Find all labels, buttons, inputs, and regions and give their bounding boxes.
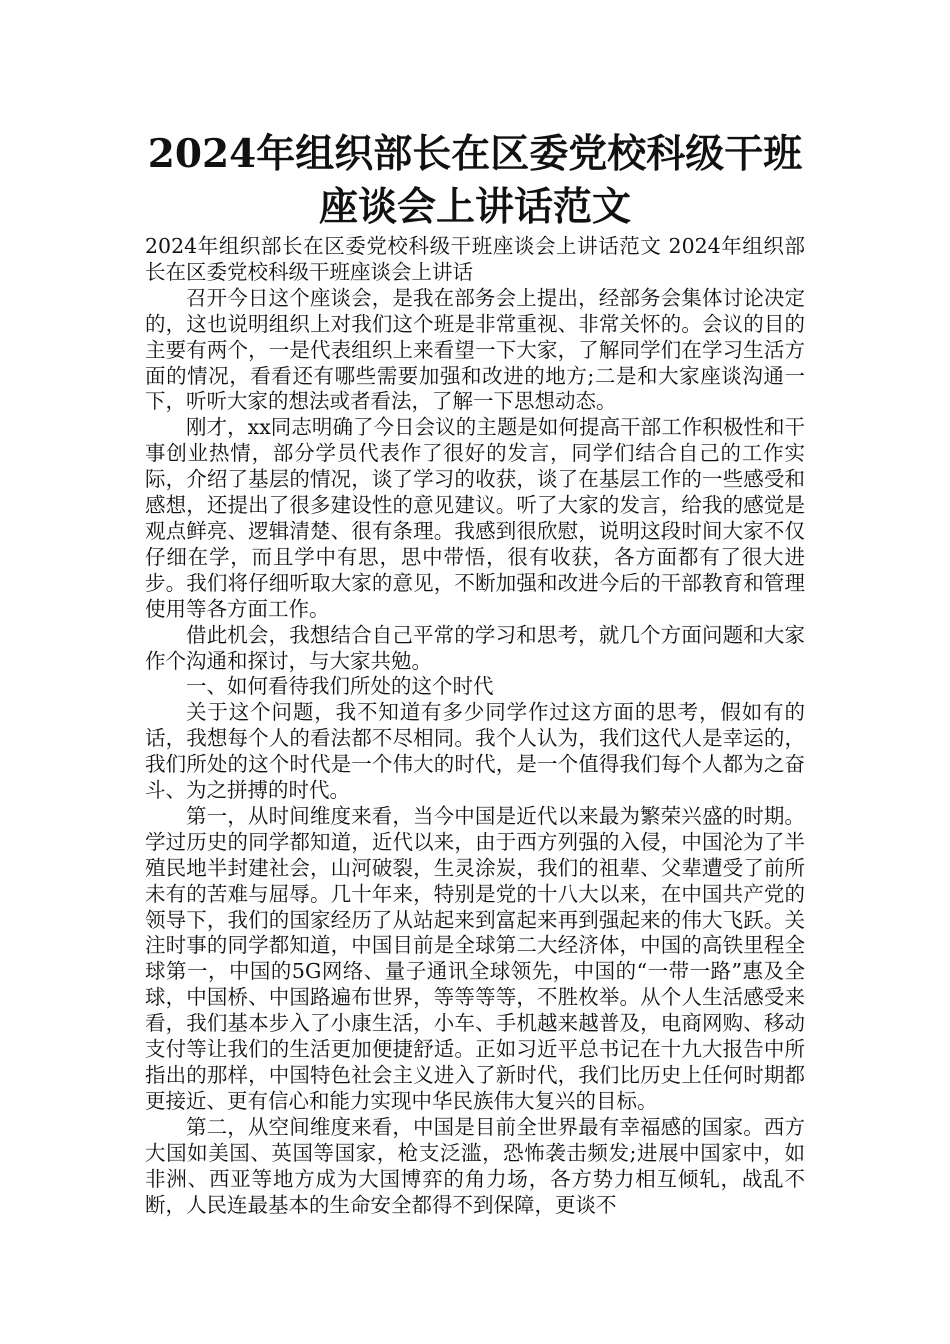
paragraph: 第一，从时间维度来看，当今中国是近代以来最为繁荣兴盛的时期。学过历史的同学都知道，近代以来，由于西方列强的入侵，中国沦为了半殖民地半封建社会，山河破裂，生灵涂炭，我们的祖辈、父辈遭受了前所未有的苦难与屈辱。几十年来，特别是党的十八大以来，在中国共产党的领导下，我们的国家经历了从站起来到富起来再到强起来的伟大飞跃。关注时事的同学都知道，中国目前是全球第二大经济体，中国的高铁里程全球第一，中国的5G网络、量子通讯全球领先，中国的“一带一路”惠及全球，中国桥、中国路遍布世界，等等等等，不胜枚举。从个人生活感受来看，我们基本步入了小康生活，小车、手机越来越普及，电商网购、移动支付等让我们的生活更加便捷舒适。正如习近平总书记在十九大报告中所指出的那样，中国特色社会主义进入了新时代，我们比历史上任何时期都更接近、更有信心和能力实现中华民族伟大复兴的目标。	[145, 803, 805, 1113]
paragraph: 借此机会，我想结合自己平常的学习和思考，就几个方面问题和大家作个沟通和探讨，与大家共勉。	[145, 622, 805, 673]
document-page	[145, 128, 805, 1218]
document-title: 2024年组织部长在区委党校科级干班座谈会上讲话范文	[147, 131, 803, 230]
section-heading: 一、如何看待我们所处的这个时代	[186, 674, 494, 699]
paragraph: 关于这个问题，我不知道有多少同学作过这方面的思考，假如有的话，我想每个人的看法都不尽相同。我个人认为，我们这代人是幸运的，我们所处的这个时代是一个伟大的时代，是一个值得我们每个人都为之奋斗、为之拼搏的时代。	[145, 700, 805, 803]
document-body	[145, 234, 805, 1218]
paragraph-intro: 2024年组织部长在区委党校科级干班座谈会上讲话范文 2024年组织部长在区委党校科级干班座谈会上讲话	[145, 234, 805, 284]
paragraph: 刚才，xx同志明确了今日会议的主题是如何提高干部工作积极性和干事创业热情，部分学员代表作了很好的发言，同学们结合自己的工作实际，介绍了基层的情况，谈了学习的收获，谈了在基层工作的一些感受和感想，还提出了很多建设性的意见建议。听了大家的发言，给我的感觉是观点鲜亮、逻辑清楚、很有条理。我感到很欣慰，说明这段时间大家不仅仔细在学，而且学中有思，思中带悟，很有收获，各方面都有了很大进步。我们将仔细听取大家的意见，不断加强和改进今后的干部教育和管理使用等各方面工作。	[145, 415, 805, 621]
paragraph: 第二，从空间维度来看，中国是目前全世界最有幸福感的国家。西方大国如美国、英国等国家，枪支泛滥，恐怖袭击频发;进展中国家中，如非洲、西亚等地方成为大国博弈的角力场，各方势力相互倾轧，战乱不断，人民连最基本的生命安全都得不到保障，更谈不	[145, 1114, 805, 1217]
paragraph: 召开今日这个座谈会，是我在部务会上提出，经部务会集体讨论决定的，这也说明组织上对我们这个班是非常重视、非常关怀的。会议的目的主要有两个，一是代表组织上来看望一下大家，了解同学们在学习生活方面的情况，看看还有哪些需要加强和改进的地方;二是和大家座谈沟通一下，听听大家的想法或者看法，了解一下思想动态。	[145, 285, 805, 414]
